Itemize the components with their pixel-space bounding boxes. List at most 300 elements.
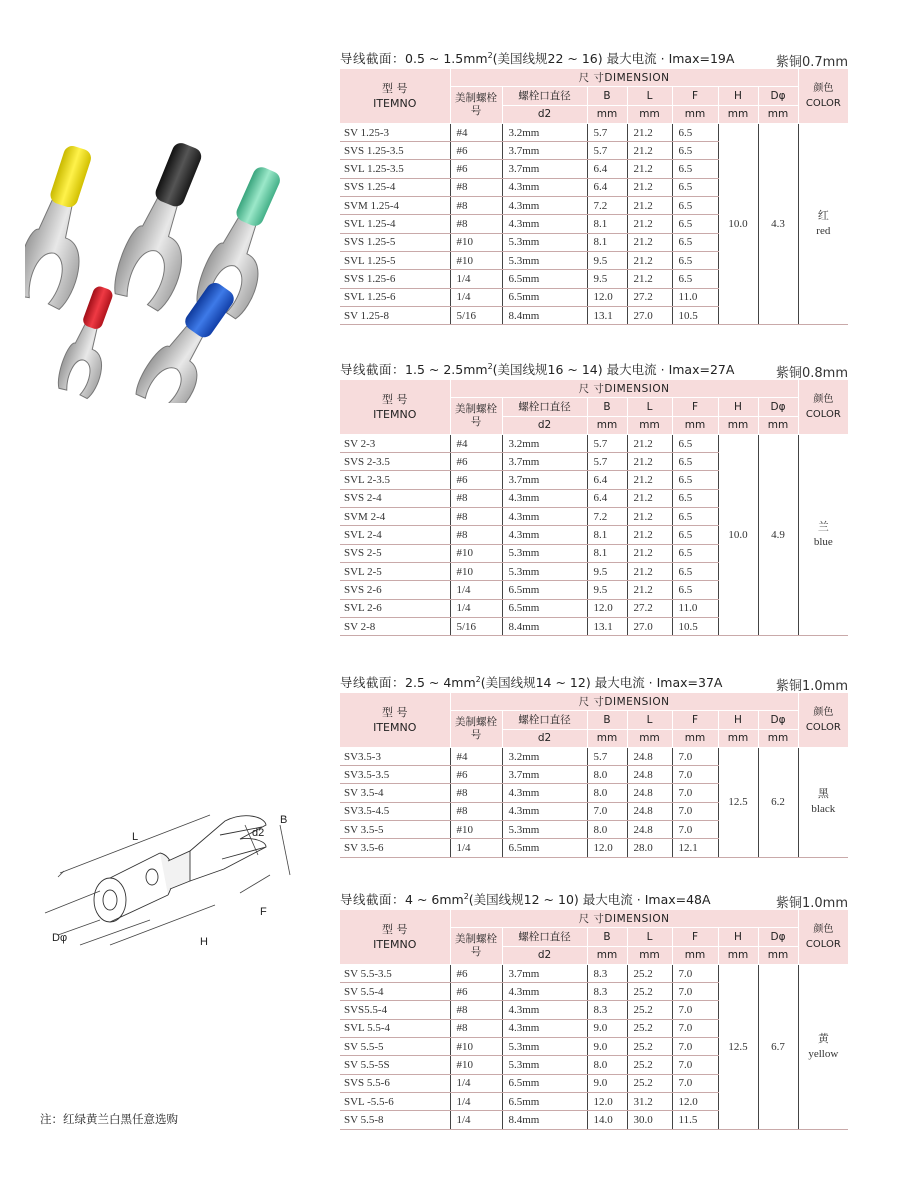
l-cell: 21.2	[627, 471, 672, 489]
model-cell: SV 3.5-4	[340, 784, 450, 802]
unit-header: mm	[718, 105, 758, 123]
l-cell: 21.2	[627, 453, 672, 471]
b-cell: 8.1	[587, 544, 627, 562]
screw-cell: #6	[450, 160, 502, 178]
superscript: 2	[487, 50, 493, 60]
d2-header: d2	[502, 946, 587, 964]
table-row	[340, 434, 848, 452]
screw-cell: #10	[450, 544, 502, 562]
imax-value: Imax=37A	[656, 675, 723, 690]
unit-header: mm	[587, 105, 627, 123]
model-cell: SV 5.5-3.5	[340, 964, 450, 982]
copper-thickness: 紫铜0.8mm	[775, 366, 848, 381]
l-cell: 27.2	[627, 599, 672, 617]
b-cell: 9.5	[587, 251, 627, 269]
model-cell: SVS 2-6	[340, 581, 450, 599]
dim-header-F: F	[672, 398, 718, 416]
head-row	[340, 380, 848, 398]
b-cell: 5.7	[587, 453, 627, 471]
model-cell: SV 2-3	[340, 434, 450, 452]
l-cell: 21.2	[627, 215, 672, 233]
screw-cell: #8	[450, 508, 502, 526]
dim-header-L: L	[627, 711, 672, 729]
unit-header: mm	[758, 105, 798, 123]
superscript: 2	[487, 361, 493, 371]
item-no-header	[340, 380, 450, 434]
item-label-cn: 型 号	[382, 392, 408, 406]
screw-cell: #4	[450, 123, 502, 141]
wire-section-label: 导线截面：	[340, 675, 406, 690]
d2-cell: 4.3mm	[502, 1019, 587, 1037]
b-cell: 6.4	[587, 160, 627, 178]
wire-section-label: 导线截面：	[340, 51, 406, 66]
d2-cell: 4.3mm	[502, 215, 587, 233]
section-title	[340, 673, 722, 691]
f-cell: 7.0	[672, 802, 718, 820]
d2-cell: 6.5mm	[502, 581, 587, 599]
l-cell: 21.2	[627, 142, 672, 160]
l-cell: 24.8	[627, 802, 672, 820]
screw-cell: #8	[450, 489, 502, 507]
b-cell: 8.0	[587, 784, 627, 802]
copper-thickness: 紫铜1.0mm	[775, 679, 848, 694]
d2-cell: 5.3mm	[502, 251, 587, 269]
b-cell: 9.5	[587, 581, 627, 599]
l-cell: 21.2	[627, 544, 672, 562]
l-cell: 21.2	[627, 581, 672, 599]
max-current-label: 最大电流 ·	[602, 362, 669, 377]
l-cell: 25.2	[627, 1019, 672, 1037]
unit-header: mm	[672, 946, 718, 964]
h-value: 10.0	[718, 434, 758, 635]
unit-header: mm	[627, 105, 672, 123]
dim-header-D: Dφ	[758, 398, 798, 416]
unit-header: mm	[627, 729, 672, 747]
bolt-dia-header: 螺栓口直径	[502, 398, 587, 416]
model-cell: SVS 1.25-6	[340, 270, 450, 288]
d2-cell: 4.3mm	[502, 508, 587, 526]
f-cell: 7.0	[672, 983, 718, 1001]
blue-terminal	[130, 277, 252, 403]
model-cell: SVS 1.25-4	[340, 178, 450, 196]
f-cell: 11.0	[672, 599, 718, 617]
l-cell: 24.8	[627, 747, 672, 765]
l-cell: 21.2	[627, 233, 672, 251]
imax-value: Imax=19A	[668, 51, 735, 66]
us-screw-header: 美制螺栓号	[450, 711, 502, 748]
screw-cell: 1/4	[450, 581, 502, 599]
d2-cell: 8.4mm	[502, 1111, 587, 1129]
dim-header-D: Dφ	[758, 711, 798, 729]
item-no-header	[340, 910, 450, 964]
screw-cell: #6	[450, 471, 502, 489]
d2-cell: 6.5mm	[502, 599, 587, 617]
screw-cell: #4	[450, 434, 502, 452]
item-no-header	[340, 693, 450, 747]
f-cell: 7.0	[672, 1019, 718, 1037]
dimension-header: 尺 寸DIMENSION	[450, 380, 798, 398]
wire-range: 4 ~ 6mm	[405, 892, 464, 907]
screw-cell: 1/4	[450, 599, 502, 617]
us-screw-header: 美制螺栓号	[450, 928, 502, 965]
b-cell: 7.2	[587, 508, 627, 526]
dim-header-F: F	[672, 928, 718, 946]
item-label-cn: 型 号	[382, 81, 408, 95]
screw-cell: #6	[450, 453, 502, 471]
imax-value: Imax=27A	[668, 362, 735, 377]
color-label-en: COLOR	[805, 408, 841, 420]
f-cell: 6.5	[672, 562, 718, 580]
item-label-en: ITEMNO	[373, 720, 417, 734]
b-cell: 14.0	[587, 1111, 627, 1129]
screw-cell: #4	[450, 747, 502, 765]
wire-range: 0.5 ~ 1.5mm	[405, 51, 488, 66]
dim-label-D: Dφ	[52, 932, 68, 944]
l-cell: 21.2	[627, 508, 672, 526]
f-cell: 12.1	[672, 839, 718, 857]
screw-cell: 1/4	[450, 270, 502, 288]
d2-cell: 6.5mm	[502, 1092, 587, 1110]
l-cell: 21.2	[627, 489, 672, 507]
color-header	[798, 380, 848, 434]
screw-cell: 5/16	[450, 617, 502, 635]
d2-cell: 4.3mm	[502, 178, 587, 196]
b-cell: 6.4	[587, 178, 627, 196]
f-cell: 6.5	[672, 434, 718, 452]
model-cell: SV3.5-4.5	[340, 802, 450, 820]
f-cell: 7.0	[672, 1056, 718, 1074]
section-header	[340, 47, 848, 69]
spec-section	[340, 47, 848, 325]
model-cell: SVL 2-4	[340, 526, 450, 544]
color-name-en: yellow	[808, 1047, 839, 1060]
purchase-note: 注：红绿黄兰白黑任意选购	[40, 1112, 178, 1126]
dim-header-F: F	[672, 711, 718, 729]
unit-header: mm	[718, 946, 758, 964]
model-cell: SVL 1.25-5	[340, 251, 450, 269]
d2-cell: 5.3mm	[502, 1038, 587, 1056]
model-cell: SVM 1.25-4	[340, 197, 450, 215]
dim-header-L: L	[627, 398, 672, 416]
model-cell: SVL 1.25-3.5	[340, 160, 450, 178]
d2-cell: 5.3mm	[502, 821, 587, 839]
bolt-dia-header: 螺栓口直径	[502, 711, 587, 729]
b-cell: 8.0	[587, 1056, 627, 1074]
imax-value: Imax=48A	[644, 892, 711, 907]
model-cell: SV 5.5-4	[340, 983, 450, 1001]
color-cell	[798, 123, 848, 324]
table-body	[340, 964, 848, 1129]
d2-cell: 5.3mm	[502, 562, 587, 580]
color-name-cn: 黄	[817, 1032, 829, 1045]
d2-cell: 5.3mm	[502, 233, 587, 251]
yellow-terminal	[25, 141, 115, 312]
f-cell: 7.0	[672, 1038, 718, 1056]
unit-header: mm	[718, 416, 758, 434]
dim-header-B: B	[587, 87, 627, 105]
unit-header: mm	[758, 729, 798, 747]
item-label-cn: 型 号	[382, 922, 408, 936]
d2-header: d2	[502, 105, 587, 123]
d2-cell: 3.7mm	[502, 142, 587, 160]
f-cell: 6.5	[672, 178, 718, 196]
max-current-label: 最大电流 ·	[578, 892, 645, 907]
l-cell: 21.2	[627, 197, 672, 215]
section-header	[340, 671, 848, 693]
l-cell: 31.2	[627, 1092, 672, 1110]
spec-section	[340, 358, 848, 636]
b-cell: 5.7	[587, 123, 627, 141]
d2-cell: 6.5mm	[502, 270, 587, 288]
screw-cell: 1/4	[450, 1074, 502, 1092]
model-cell: SVS5.5-4	[340, 1001, 450, 1019]
model-cell: SVL 2-6	[340, 599, 450, 617]
b-cell: 9.0	[587, 1019, 627, 1037]
f-cell: 6.5	[672, 160, 718, 178]
dim-header-B: B	[587, 711, 627, 729]
dimension-header: 尺 寸DIMENSION	[450, 69, 798, 87]
awg-range: (美国线规22 ~ 16)	[492, 51, 603, 66]
dim-header-D: Dφ	[758, 928, 798, 946]
f-cell: 6.5	[672, 526, 718, 544]
color-label-cn: 颜色	[813, 923, 834, 935]
b-cell: 7.0	[587, 802, 627, 820]
l-cell: 21.2	[627, 251, 672, 269]
f-cell: 7.0	[672, 964, 718, 982]
table-head	[340, 693, 848, 747]
b-cell: 8.3	[587, 964, 627, 982]
screw-cell: #6	[450, 766, 502, 784]
model-cell: SV3.5-3.5	[340, 766, 450, 784]
color-cell	[798, 747, 848, 857]
dim-label-B: B	[280, 814, 288, 826]
model-cell: SV 5.5-5S	[340, 1056, 450, 1074]
color-header	[798, 910, 848, 964]
copper-thickness: 紫铜0.7mm	[775, 55, 848, 70]
d2-cell: 3.7mm	[502, 471, 587, 489]
model-cell: SV 5.5-8	[340, 1111, 450, 1129]
l-cell: 21.2	[627, 562, 672, 580]
l-cell: 25.2	[627, 1056, 672, 1074]
b-cell: 5.7	[587, 434, 627, 452]
b-cell: 5.7	[587, 142, 627, 160]
f-cell: 6.5	[672, 215, 718, 233]
head-row	[340, 910, 848, 928]
screw-cell: #8	[450, 802, 502, 820]
unit-header: mm	[627, 416, 672, 434]
unit-header: mm	[587, 729, 627, 747]
color-name-en: black	[811, 803, 836, 816]
section-title	[340, 360, 734, 378]
dim-label-L: L	[132, 831, 139, 843]
unit-header: mm	[758, 416, 798, 434]
screw-cell: 1/4	[450, 1092, 502, 1110]
b-cell: 12.0	[587, 599, 627, 617]
screw-cell: #8	[450, 178, 502, 196]
d2-cell: 3.7mm	[502, 964, 587, 982]
b-cell: 12.0	[587, 288, 627, 306]
spec-table	[340, 910, 848, 1130]
d2-cell: 3.2mm	[502, 434, 587, 452]
awg-range: (美国线规12 ~ 10)	[468, 892, 579, 907]
dim-header-H: H	[718, 87, 758, 105]
product-photo	[25, 138, 325, 403]
d2-cell: 3.7mm	[502, 160, 587, 178]
b-cell: 8.0	[587, 821, 627, 839]
screw-cell: #10	[450, 562, 502, 580]
color-cell	[798, 964, 848, 1129]
b-cell: 6.4	[587, 489, 627, 507]
screw-cell: #10	[450, 251, 502, 269]
wire-section-label: 导线截面：	[340, 362, 406, 377]
unit-header: mm	[672, 729, 718, 747]
model-cell: SV 2-8	[340, 617, 450, 635]
color-label-cn: 颜色	[813, 82, 834, 94]
l-cell: 25.2	[627, 964, 672, 982]
unit-header: mm	[672, 416, 718, 434]
model-cell: SVL 2-5	[340, 562, 450, 580]
b-cell: 8.1	[587, 215, 627, 233]
model-cell: SVS 1.25-5	[340, 233, 450, 251]
dim-header-L: L	[627, 928, 672, 946]
f-cell: 6.5	[672, 233, 718, 251]
screw-cell: #8	[450, 526, 502, 544]
h-value: 10.0	[718, 123, 758, 324]
table-body	[340, 747, 848, 857]
table-body	[340, 123, 848, 324]
bolt-dia-header: 螺栓口直径	[502, 87, 587, 105]
head-row	[340, 69, 848, 87]
d2-cell: 6.5mm	[502, 1074, 587, 1092]
l-cell: 21.2	[627, 178, 672, 196]
f-cell: 10.5	[672, 617, 718, 635]
f-cell: 6.5	[672, 270, 718, 288]
f-cell: 7.0	[672, 784, 718, 802]
d2-cell: 4.3mm	[502, 197, 587, 215]
l-cell: 24.8	[627, 766, 672, 784]
spec-section	[340, 671, 848, 858]
model-cell: SVL 5.5-4	[340, 1019, 450, 1037]
dim-header-L: L	[627, 87, 672, 105]
l-cell: 21.2	[627, 434, 672, 452]
f-cell: 12.0	[672, 1092, 718, 1110]
wire-range: 1.5 ~ 2.5mm	[405, 362, 488, 377]
model-cell: SVL 1.25-4	[340, 215, 450, 233]
spec-section	[340, 888, 848, 1130]
d2-cell: 8.4mm	[502, 306, 587, 324]
section-header	[340, 358, 848, 380]
dim-header-D: Dφ	[758, 87, 798, 105]
unit-header: mm	[758, 946, 798, 964]
screw-cell: #8	[450, 215, 502, 233]
l-cell: 28.0	[627, 839, 672, 857]
d2-cell: 3.7mm	[502, 766, 587, 784]
section-header	[340, 888, 848, 910]
table-row	[340, 123, 848, 141]
dimension-diagram	[40, 795, 340, 965]
b-cell: 8.3	[587, 983, 627, 1001]
color-name-en: blue	[813, 536, 833, 549]
screw-cell: 1/4	[450, 288, 502, 306]
color-label-en: COLOR	[805, 938, 841, 950]
awg-range: (美国线规14 ~ 12)	[480, 675, 591, 690]
h-value: 12.5	[718, 964, 758, 1129]
l-cell: 21.2	[627, 160, 672, 178]
b-cell: 9.5	[587, 270, 627, 288]
d2-cell: 4.3mm	[502, 983, 587, 1001]
terminal-outline	[94, 816, 266, 922]
b-cell: 5.7	[587, 747, 627, 765]
f-cell: 7.0	[672, 1074, 718, 1092]
model-cell: SVS 2-4	[340, 489, 450, 507]
dim-label-H: H	[200, 936, 208, 948]
f-cell: 7.0	[672, 766, 718, 784]
f-cell: 6.5	[672, 581, 718, 599]
table-head	[340, 910, 848, 964]
dim-label-F: F	[260, 906, 267, 918]
bolt-dia-header: 螺栓口直径	[502, 928, 587, 946]
d2-header: d2	[502, 729, 587, 747]
table-row	[340, 747, 848, 765]
screw-cell: 1/4	[450, 839, 502, 857]
color-label-cn: 颜色	[813, 706, 834, 718]
d2-cell: 4.3mm	[502, 1001, 587, 1019]
dimension-header: 尺 寸DIMENSION	[450, 693, 798, 711]
l-cell: 25.2	[627, 983, 672, 1001]
b-cell: 8.1	[587, 526, 627, 544]
unit-header: mm	[587, 416, 627, 434]
section-title	[340, 49, 734, 67]
l-cell: 27.0	[627, 306, 672, 324]
d-value: 4.9	[758, 434, 798, 635]
spec-table	[340, 380, 848, 636]
unit-header: mm	[672, 105, 718, 123]
b-cell: 9.0	[587, 1074, 627, 1092]
table-head	[340, 380, 848, 434]
d-value: 6.2	[758, 747, 798, 857]
b-cell: 9.5	[587, 562, 627, 580]
wire-range: 2.5 ~ 4mm	[405, 675, 476, 690]
f-cell: 6.5	[672, 544, 718, 562]
model-cell: SV 3.5-6	[340, 839, 450, 857]
table-body	[340, 434, 848, 635]
f-cell: 7.0	[672, 821, 718, 839]
b-cell: 13.1	[587, 617, 627, 635]
unit-header: mm	[718, 729, 758, 747]
screw-cell: #10	[450, 1056, 502, 1074]
wire-section-label: 导线截面：	[340, 892, 406, 907]
f-cell: 7.0	[672, 747, 718, 765]
model-cell: SV 3.5-5	[340, 821, 450, 839]
item-label-en: ITEMNO	[373, 407, 417, 421]
model-cell: SV 1.25-8	[340, 306, 450, 324]
b-cell: 6.4	[587, 471, 627, 489]
dim-header-B: B	[587, 398, 627, 416]
color-cell	[798, 434, 848, 635]
color-label-en: COLOR	[805, 721, 841, 733]
screw-cell: 5/16	[450, 306, 502, 324]
model-cell: SV 1.25-3	[340, 123, 450, 141]
f-cell: 6.5	[672, 508, 718, 526]
dim-label-d2: d2	[252, 827, 265, 839]
l-cell: 25.2	[627, 1074, 672, 1092]
d-value: 6.7	[758, 964, 798, 1129]
screw-cell: #8	[450, 197, 502, 215]
model-cell: SVL -5.5-6	[340, 1092, 450, 1110]
model-cell: SVS 2-5	[340, 544, 450, 562]
superscript: 2	[463, 891, 469, 901]
max-current-label: 最大电流 ·	[590, 675, 657, 690]
